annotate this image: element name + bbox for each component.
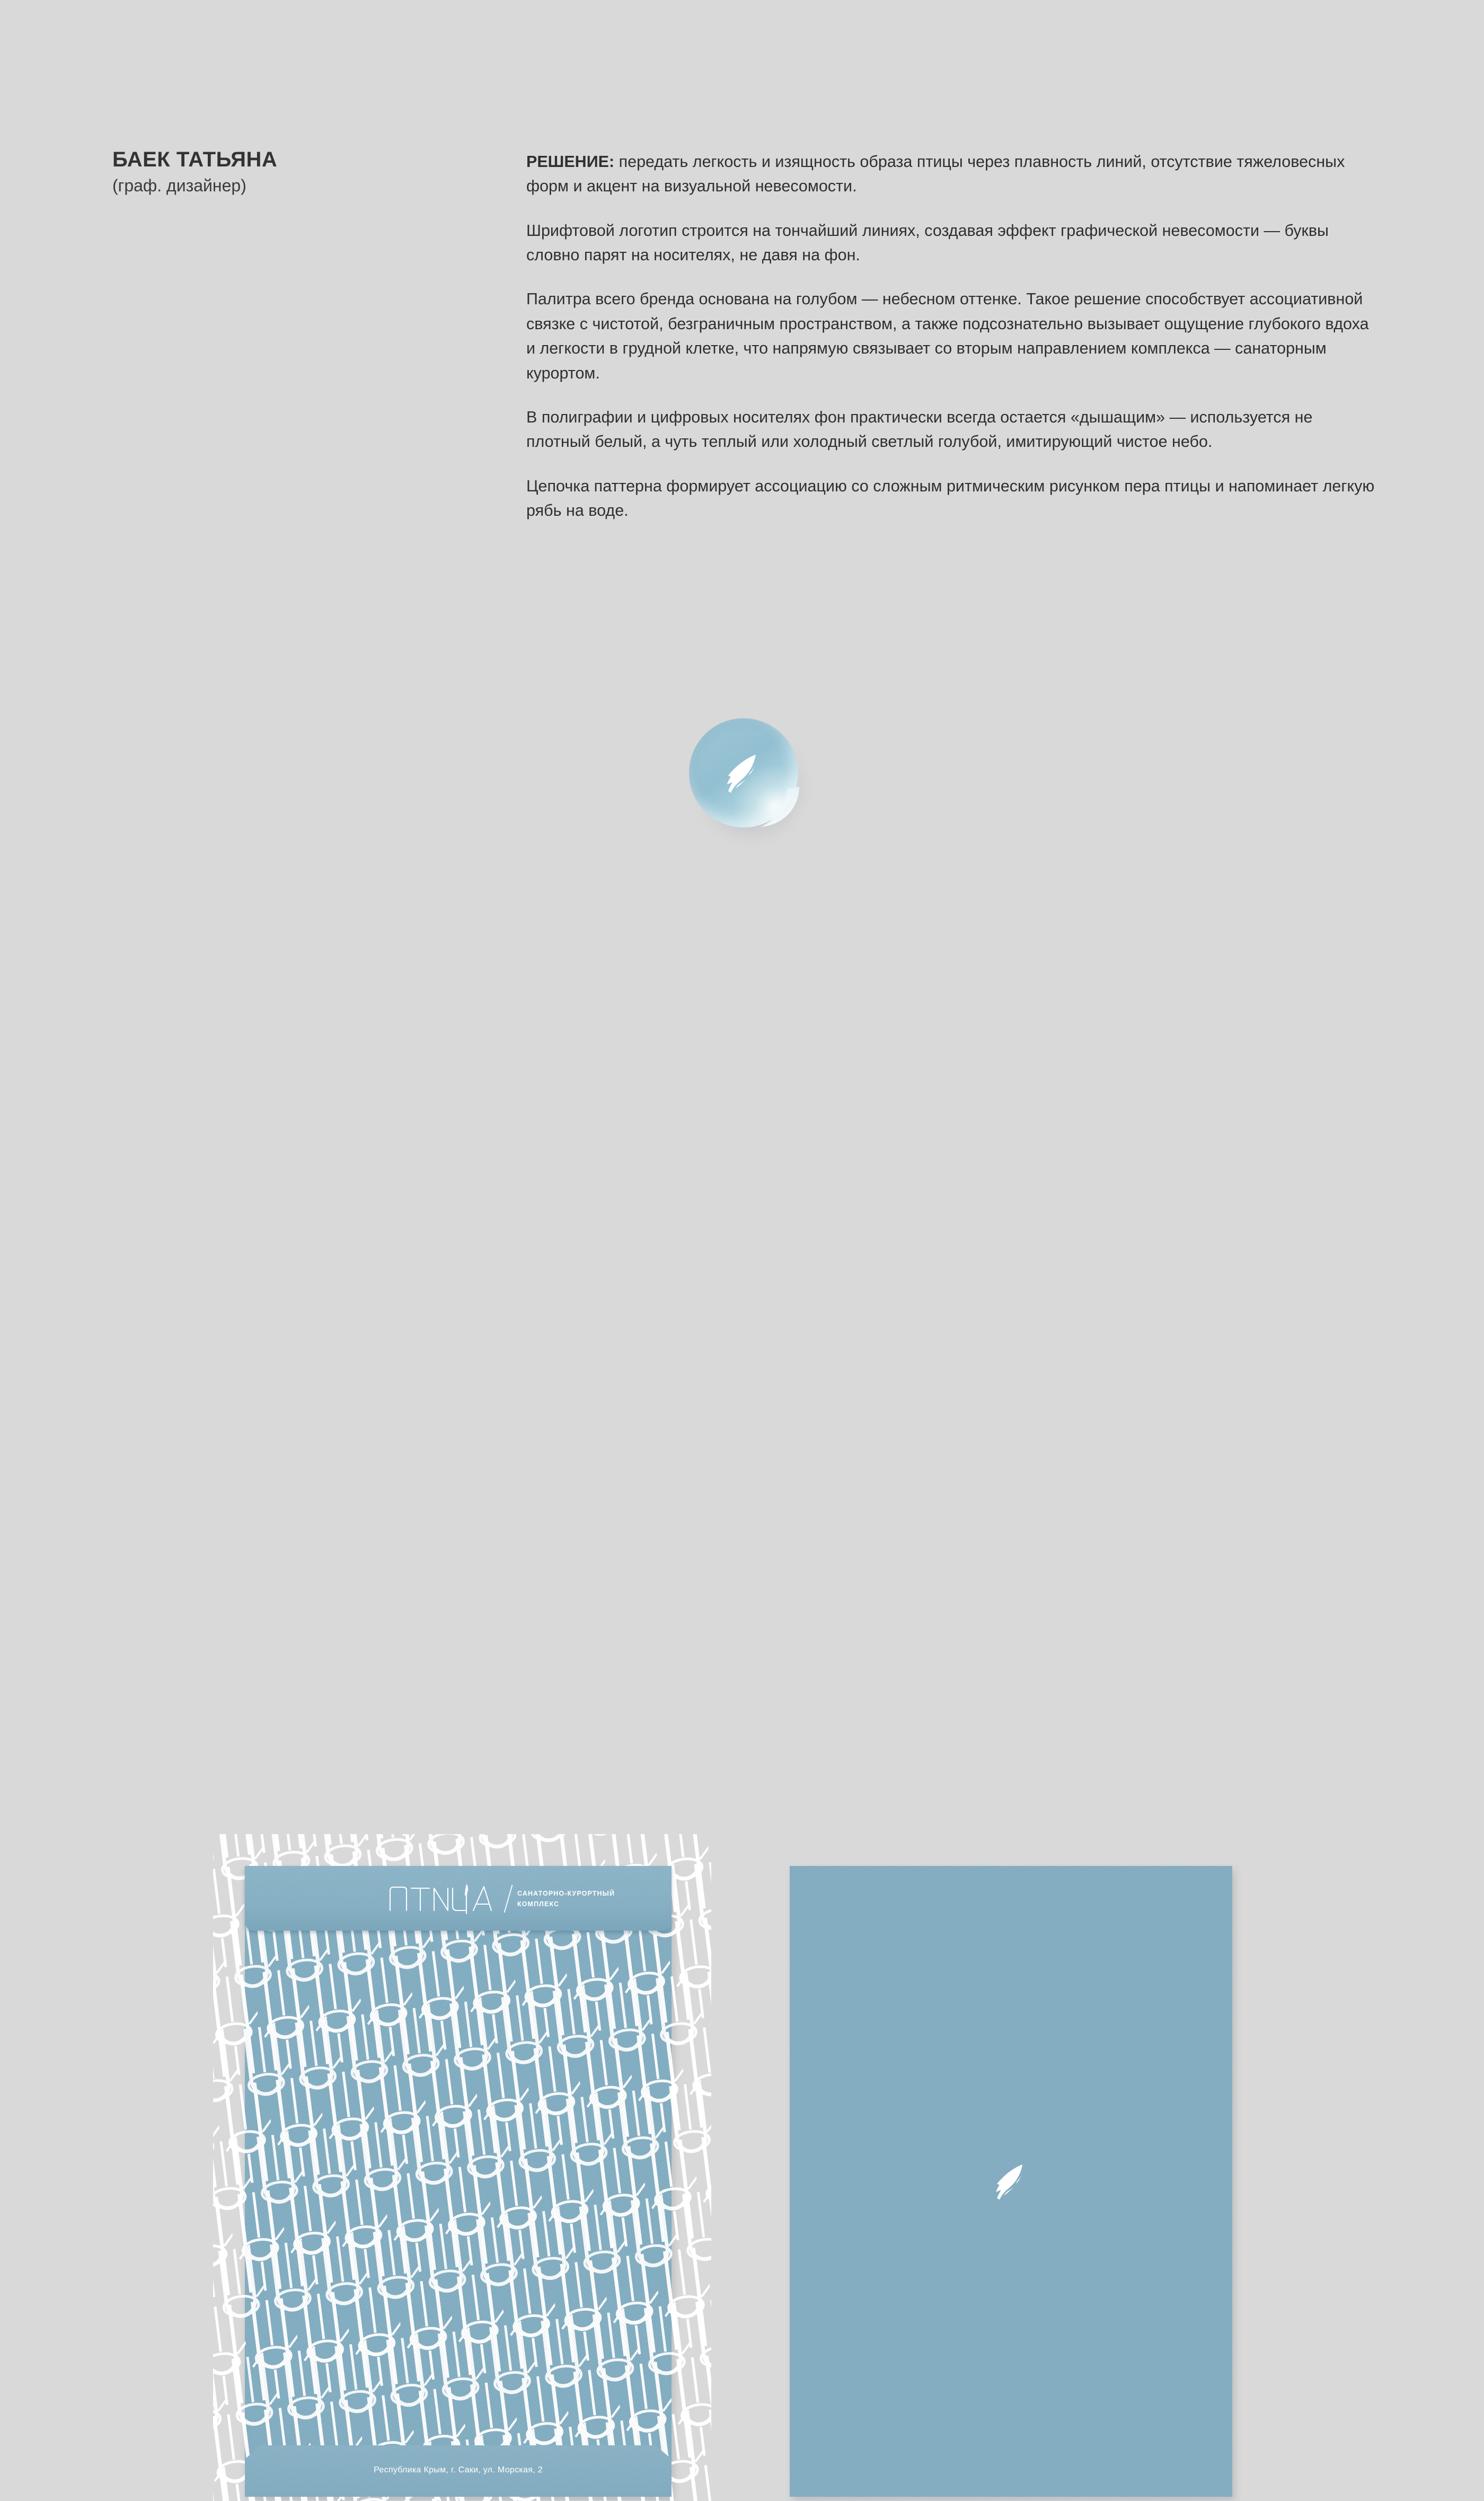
- logo-subtitle-line1: САНАТОРНО-КУРОРТНЫЙ: [517, 1890, 615, 1897]
- paragraph-solution: [526, 149, 1380, 199]
- sticker-disc: [689, 718, 798, 827]
- designer-name: БАЕК ТАТЬЯНА: [112, 148, 278, 171]
- feather-icon: [986, 2156, 1037, 2207]
- sticker-badge: [689, 718, 811, 840]
- logo-subtitle: [517, 1882, 615, 1909]
- brand-logo: [387, 1882, 615, 1915]
- poster-body: [790, 1866, 1232, 2497]
- feather-icon: [716, 745, 771, 800]
- description-block: [526, 149, 1380, 523]
- poster-mockup: [790, 1866, 1232, 2498]
- envelope-address-band: [245, 2445, 672, 2497]
- envelope-flap: [245, 1866, 672, 1931]
- envelope-mockup: [245, 1866, 672, 2498]
- paragraph-palette: Палитра всего бренда основана на голубом — небесном оттенке. Такое решение способствует ассоциативной связке с чистотой, безграничным пространством, а также подсознательно вызывает ощущение глубокого вдоха и легкости в грудной клетке, что напрямую связывает со вторым направлением комплекса — санаторным курортом.: [526, 290, 1369, 382]
- logo-subtitle-line2: КОМПЛЕКС: [517, 1900, 560, 1908]
- mockup-row: [0, 901, 1484, 2474]
- logo-divider-slash: [504, 1885, 513, 1913]
- designer-credit: [112, 147, 452, 196]
- envelope-paper-grain: [245, 1866, 672, 2497]
- paragraph-logotype: Шрифтовой логотип строится на тончайший линиях, создавая эффект графической невесомости — буквы словно парят на носителях, не давя на фон.: [526, 221, 1329, 265]
- envelope-body: [245, 1866, 672, 2497]
- envelope-address: Республика Крым, г. Саки, ул. Морская, 2: [374, 2465, 543, 2474]
- paragraph-pattern: Цепочка паттерна формирует ассоциацию со сложным ритмическим рисунком пера птицы и напоминает легкую рябь на воде.: [526, 477, 1375, 519]
- paragraph-lead: РЕШЕНИЕ:: [526, 153, 615, 171]
- logo-wordmark-ptica: [387, 1882, 500, 1915]
- designer-role: (граф. дизайнер): [112, 176, 246, 196]
- paragraph-text: передать легкость и изящность образа птицы через плавность линий, отсутствие тяжеловесных форм и акцент на визуальной невесомости.: [526, 153, 1345, 196]
- paragraph-background: В полиграфии и цифровых носителях фон практически всегда остается «дышащим» — используется не плотный белый, а чуть теплый или холодный светлый голубой, имитирующий чистое небо.: [526, 408, 1313, 451]
